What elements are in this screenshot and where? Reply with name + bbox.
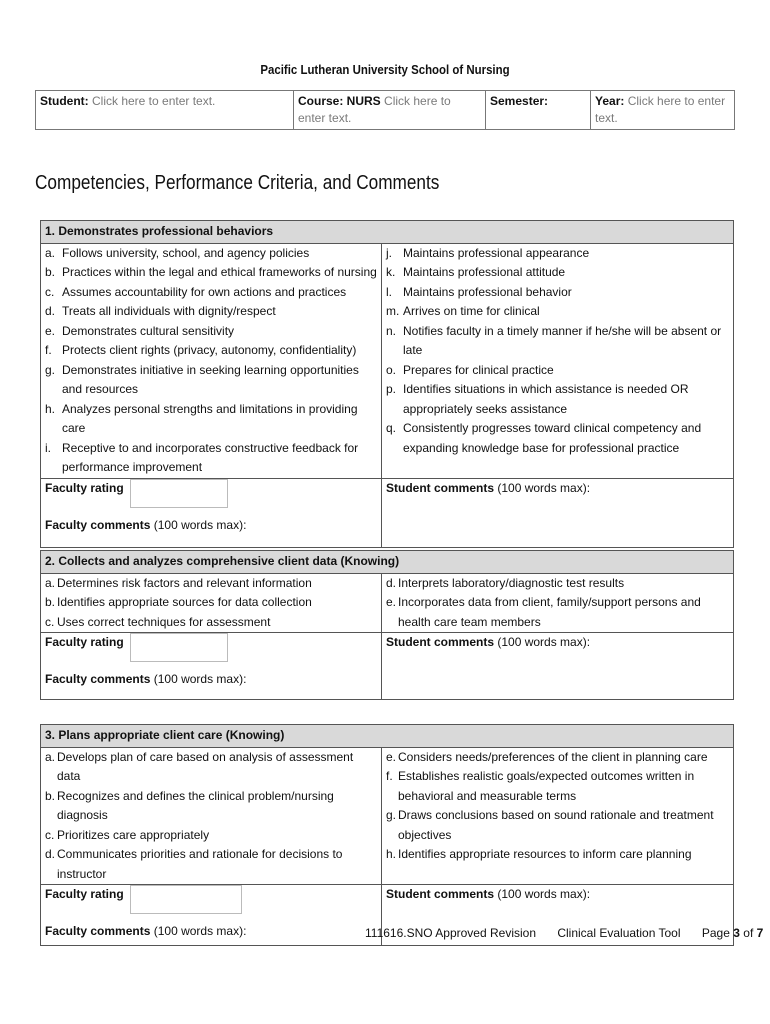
faculty-rating-label: Faculty rating [45, 635, 124, 649]
criterion-letter: f. [386, 769, 393, 783]
faculty-comments-label: Faculty comments [45, 924, 151, 938]
criterion-text: Determines risk factors and relevant information [57, 575, 312, 590]
criteria-left [45, 244, 377, 478]
page-total: 7 [756, 926, 764, 940]
criteria-right [386, 244, 729, 459]
student-comments-field[interactable] [382, 478, 734, 547]
competency-table-3 [40, 724, 734, 946]
criterion-letter: d. [45, 304, 56, 318]
words-max: (100 words max): [153, 672, 247, 686]
criterion-letter: e. [386, 595, 397, 609]
criterion-letter: h. [45, 401, 56, 416]
criteria-right [386, 748, 729, 865]
criterion-item [45, 341, 377, 361]
criterion-text: Maintains professional appearance [403, 245, 590, 260]
criterion-item [386, 283, 729, 303]
revision-text: 111616.SNO Approved Revision [365, 926, 536, 940]
year-input[interactable]: Click here to enter text. [595, 94, 726, 125]
semester-label: Semester: [490, 94, 549, 108]
criterion-letter: c. [45, 284, 55, 299]
student-cell [36, 91, 294, 130]
criterion-item [386, 380, 729, 419]
competency-title: 1. Demonstrates professional behaviors [41, 221, 734, 244]
criterion-letter: b. [45, 595, 56, 609]
student-input[interactable]: Click here to enter text. [92, 94, 216, 108]
criterion-text: Maintains professional attitude [403, 265, 566, 279]
tool-name: Clinical Evaluation Tool [557, 926, 681, 940]
criterion-text: Consistently progresses toward clinical competency and expanding knowledge base for professional practice [403, 421, 702, 455]
criterion-text: Assumes accountability for own actions and practices [62, 284, 347, 299]
student-comments-label: Student comments [386, 887, 495, 901]
criterion-text: Practices within the legal and ethical frameworks of nursing [62, 265, 377, 279]
criterion-item [45, 322, 377, 342]
criterion-text: Notifies faculty in a timely manner if he/she will be absent or late [403, 323, 722, 357]
criteria-left [45, 574, 377, 633]
criterion-item [45, 593, 377, 613]
criterion-text: Receptive to and incorporates constructive feedback for performance improvement [62, 440, 359, 474]
student-comments-field[interactable] [382, 633, 734, 700]
criterion-item [45, 845, 377, 884]
criterion-item [45, 400, 377, 439]
criteria-right [386, 574, 729, 633]
criterion-letter: a. [45, 245, 56, 260]
criterion-text: Develops plan of care based on analysis of assessment data [57, 749, 354, 783]
criterion-text: Demonstrates initiative in seeking learning opportunities and resources [62, 362, 359, 396]
criterion-letter: j. [386, 245, 392, 260]
criterion-item [45, 263, 377, 283]
words-max: (100 words max): [153, 924, 247, 938]
faculty-rating-input[interactable] [130, 633, 228, 662]
criterion-letter: g. [45, 362, 56, 377]
page-prefix: Page [701, 926, 730, 940]
criterion-item [45, 302, 377, 322]
criterion-text: Analyzes personal strengths and limitations in providing care [62, 401, 358, 435]
faculty-rating-input[interactable] [130, 885, 242, 914]
faculty-comments-field[interactable] [45, 516, 377, 536]
criterion-letter: c. [45, 827, 55, 842]
criterion-item [45, 439, 377, 478]
criterion-item [386, 806, 729, 845]
course-label: Course: NURS [298, 94, 381, 108]
words-max: (100 words max): [153, 517, 247, 532]
faculty-comments-field[interactable] [45, 670, 377, 690]
faculty-comments-field[interactable] [45, 922, 377, 942]
course-cell [294, 91, 486, 130]
criterion-letter: h. [386, 847, 397, 861]
student-comments-label: Student comments [386, 480, 495, 495]
criterion-letter: d. [386, 575, 397, 590]
school-title: Pacific Lutheran University School of Nursing [260, 62, 510, 77]
criterion-text: Identifies appropriate sources for data collection [57, 595, 312, 609]
criterion-item [386, 845, 729, 865]
criterion-item [45, 244, 377, 264]
criterion-item [386, 244, 729, 264]
competency-table-2 [40, 550, 734, 700]
criterion-letter: b. [45, 265, 56, 279]
criterion-item [45, 613, 377, 633]
faculty-rating-label: Faculty rating [45, 887, 124, 901]
criterion-letter: i. [45, 440, 51, 455]
criterion-letter: d. [45, 847, 56, 861]
faculty-comments-label: Faculty comments [45, 672, 151, 686]
criterion-text: Prioritizes care appropriately [57, 827, 210, 842]
criterion-item [386, 322, 729, 361]
student-label: Student: [40, 94, 89, 108]
criterion-text: Incorporates data from client, family/support persons and health care team members [398, 595, 701, 629]
criterion-letter: g. [386, 808, 397, 822]
page-current: 3 [733, 926, 740, 940]
criterion-letter: n. [386, 323, 397, 338]
criterion-item [45, 826, 377, 846]
criterion-letter: c. [45, 614, 55, 629]
criterion-text: Identifies situations in which assistance is needed OR appropriately seeks assistance [403, 382, 689, 416]
criterion-text: Demonstrates cultural sensitivity [62, 323, 235, 338]
criterion-letter: k. [386, 265, 396, 279]
faculty-comments-label: Faculty comments [45, 517, 151, 532]
student-info-table [35, 90, 735, 130]
words-max: (100 words max): [497, 635, 591, 649]
criterion-item [45, 574, 377, 594]
criterion-item [386, 263, 729, 283]
criterion-text: Treats all individuals with dignity/respect [62, 304, 276, 318]
criterion-text: Uses correct techniques for assessment [57, 614, 271, 629]
faculty-rating-input[interactable] [130, 479, 228, 508]
words-max: (100 words max): [497, 887, 591, 901]
criterion-text: Identifies appropriate resources to inform care planning [398, 847, 692, 861]
criterion-letter: b. [45, 788, 56, 803]
criterion-text: Recognizes and defines the clinical problem/nursing diagnosis [57, 788, 334, 822]
criterion-item [45, 748, 377, 787]
criterion-item [386, 361, 729, 381]
year-label: Year: [595, 94, 625, 108]
competency-title: 3. Plans appropriate client care (Knowing) [41, 725, 734, 748]
criterion-letter: a. [45, 749, 56, 764]
criterion-letter: q. [386, 421, 397, 435]
criterion-item [386, 767, 729, 806]
words-max: (100 words max): [497, 480, 591, 495]
criterion-letter: f. [45, 343, 52, 357]
year-cell [591, 91, 735, 130]
criterion-text: Establishes realistic goals/expected outcomes written in behavioral and measurable terms [398, 769, 695, 803]
criterion-text: Maintains professional behavior [403, 284, 572, 299]
criterion-letter: e. [386, 749, 397, 764]
criterion-text: Considers needs/preferences of the client in planning care [398, 749, 708, 764]
criterion-item [386, 302, 729, 322]
competency-title: 2. Collects and analyzes comprehensive client data (Knowing) [41, 551, 734, 574]
criterion-letter: o. [386, 362, 397, 377]
faculty-rating-label: Faculty rating [45, 480, 124, 495]
criterion-item [386, 419, 729, 458]
course-input[interactable]: Click here to enter text. [298, 94, 451, 125]
page-number [702, 926, 763, 940]
criterion-item [45, 787, 377, 826]
criterion-item [45, 283, 377, 303]
criterion-text: Arrives on time for clinical [403, 304, 540, 318]
criterion-item [386, 574, 729, 594]
criterion-text: Interprets laboratory/diagnostic test results [398, 575, 625, 590]
criterion-item [386, 748, 729, 768]
criterion-item [45, 361, 377, 400]
criterion-letter: m. [386, 304, 400, 318]
criteria-left [45, 748, 377, 885]
semester-cell[interactable] [486, 91, 591, 130]
criterion-letter: l. [386, 284, 392, 299]
page-footer [365, 926, 763, 940]
section-heading: Competencies, Performance Criteria, and Comments [35, 172, 440, 194]
criterion-text: Draws conclusions based on sound rationale and treatment objectives [398, 808, 714, 842]
criterion-text: Prepares for clinical practice [403, 362, 554, 377]
criterion-text: Follows university, school, and agency policies [62, 245, 310, 260]
criterion-letter: p. [386, 382, 397, 396]
student-comments-label: Student comments [386, 635, 495, 649]
criterion-letter: e. [45, 323, 56, 338]
criterion-text: Protects client rights (privacy, autonomy, confidentiality) [62, 343, 357, 357]
criterion-letter: a. [45, 575, 56, 590]
criterion-item [386, 593, 729, 632]
competency-table-1 [40, 220, 734, 548]
criterion-text: Communicates priorities and rationale for decisions to instructor [57, 847, 343, 881]
page-of: of [743, 926, 754, 940]
